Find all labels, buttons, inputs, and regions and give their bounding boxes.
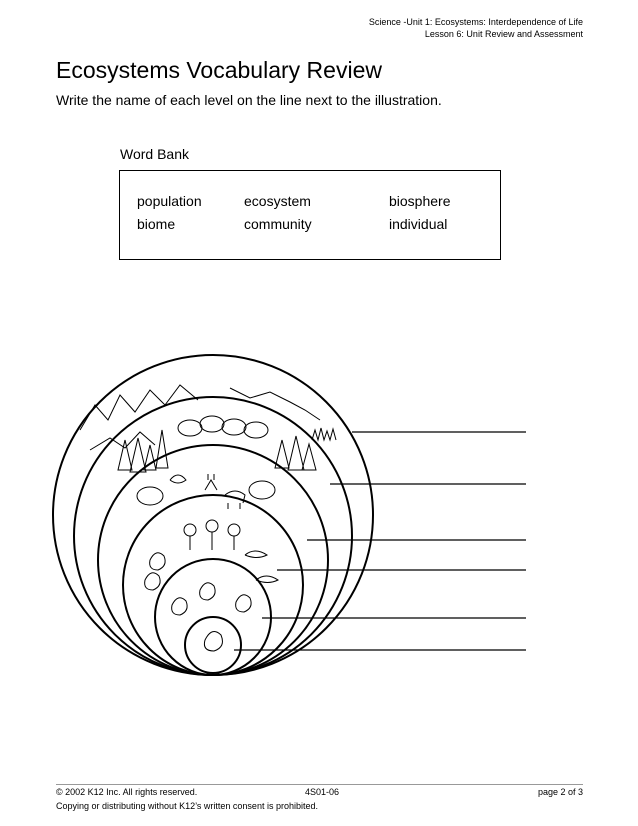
word-bank-word: biome — [137, 216, 176, 232]
footer-copyright: © 2002 K12 Inc. All rights reserved. — [56, 787, 198, 797]
footer-page-number: page 2 of 3 — [537, 787, 583, 797]
word-bank-word: population — [137, 193, 202, 209]
footer-divider — [56, 784, 583, 785]
biome-circle — [74, 397, 352, 675]
header-course: Science -Unit 1: Ecosystems: Interdependence of Life — [368, 17, 583, 27]
birds — [245, 551, 278, 583]
biosphere-circle — [53, 355, 373, 675]
animals — [170, 474, 245, 509]
tree-canopy — [137, 416, 275, 505]
header-lesson: Lesson 6: Unit Review and Assessment — [424, 29, 583, 39]
word-bank-word: community — [244, 216, 312, 232]
individual-circle — [185, 617, 241, 673]
footer-notice: Copying or distributing without K12’s written consent is prohibited. — [56, 801, 318, 811]
page-title: Ecosystems Vocabulary Review — [56, 57, 382, 83]
word-bank-word: ecosystem — [244, 193, 311, 209]
flowers — [184, 520, 240, 550]
footer-code: 4S01-06 — [305, 787, 340, 797]
grass-tufts — [312, 428, 336, 440]
squirrels — [145, 553, 251, 651]
instructions: Write the name of each level on the line next to the illustration. — [56, 92, 442, 108]
word-bank-word: individual — [389, 216, 448, 232]
word-bank-label: Word Bank — [120, 146, 189, 162]
word-bank-word: biosphere — [389, 193, 451, 209]
